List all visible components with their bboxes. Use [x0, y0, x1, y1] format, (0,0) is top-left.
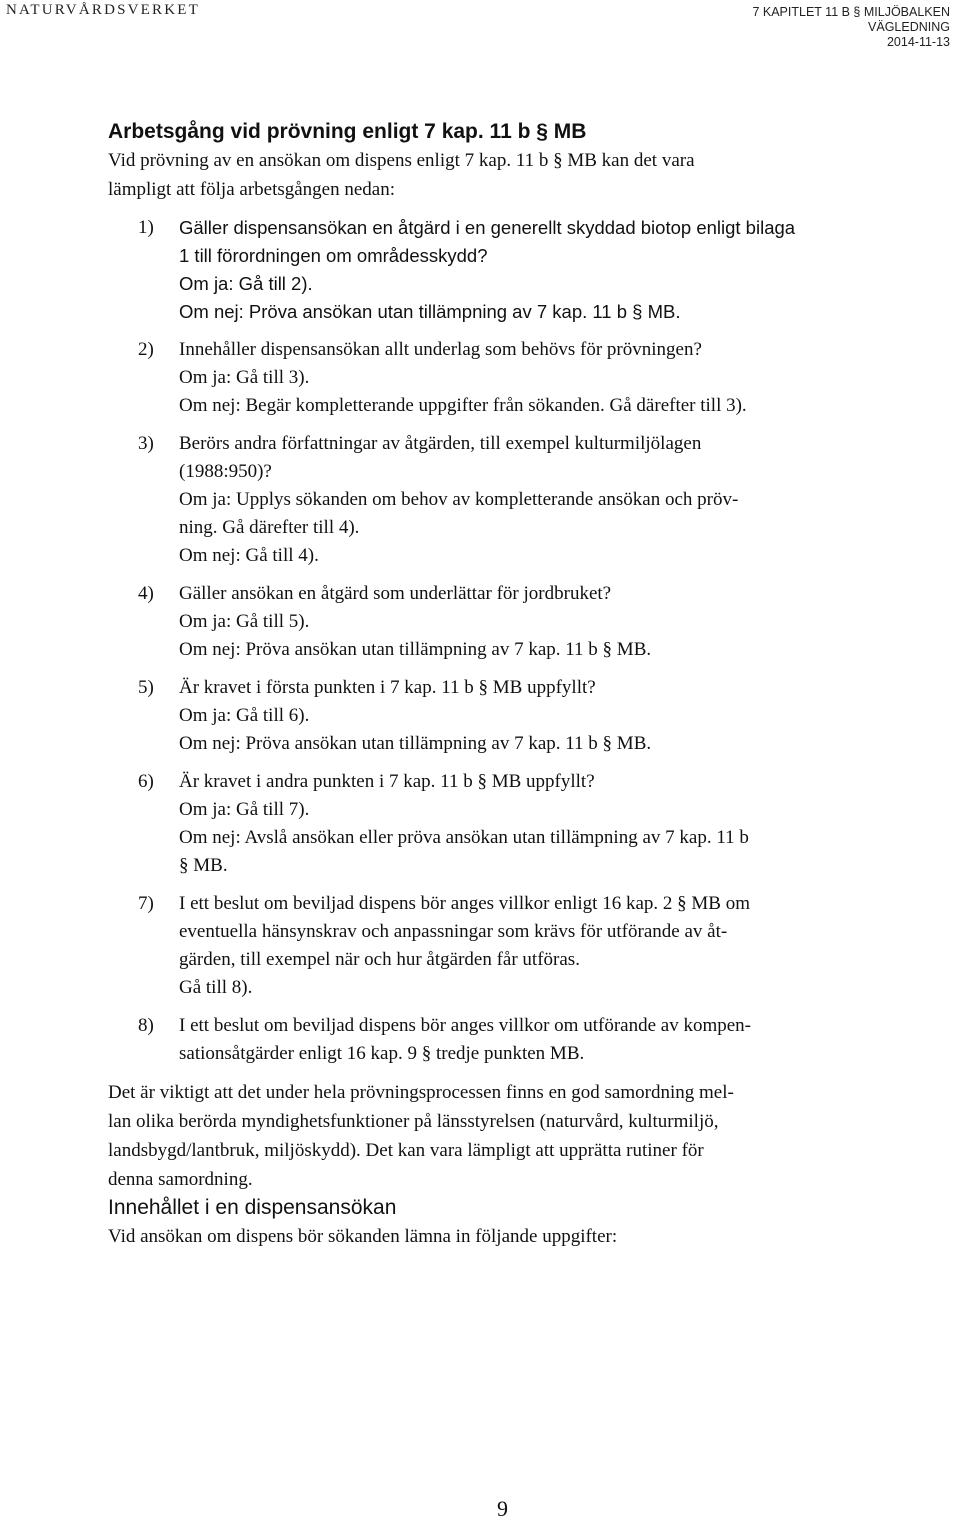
step-item [108, 890, 848, 1002]
intro-line: lämpligt att följa arbetsgången nedan: [108, 179, 396, 200]
step-item [108, 214, 848, 326]
step-line: Om ja: Upplys sökanden om behov av kompletterande ansökan och pröv- [179, 489, 739, 510]
step-number: 7) [138, 893, 154, 914]
step-line: Om nej: Gå till 4). [179, 545, 319, 566]
closing-paragraph [108, 1078, 848, 1194]
step-line: Är kravet i första punkten i 7 kap. 11 b § MB uppfyllt? [179, 677, 596, 698]
step-line: Om ja: Gå till 7). [179, 799, 310, 820]
closing-line: denna samordning. [108, 1169, 253, 1190]
chapter-reference: 7 KAPITLET 11 B § MILJÖBALKEN [752, 5, 950, 19]
step-line: 1 till förordningen om områdesskydd? [179, 245, 488, 266]
procedure-steps [108, 214, 848, 1068]
step-number: 3) [138, 433, 154, 454]
step-item [108, 430, 848, 570]
step-item [108, 580, 848, 664]
step-line: Om nej: Begär kompletterande uppgifter från sökanden. Gå därefter till 3). [179, 395, 747, 416]
step-line: Gäller ansökan en åtgärd som underlättar för jordbruket? [179, 583, 612, 604]
step-number: 5) [138, 677, 154, 698]
step-line: Om ja: Gå till 3). [179, 367, 310, 388]
closing-line: landsbygd/lantbruk, miljöskydd). Det kan vara lämpligt att upprätta rutiner för [108, 1140, 704, 1161]
step-line: Gäller dispensansökan en åtgärd i en generellt skyddad biotop enligt bilaga [179, 217, 796, 238]
step-number: 1) [138, 217, 154, 238]
step-line: (1988:950)? [179, 461, 272, 482]
step-item [108, 336, 848, 420]
step-line: Om nej: Avslå ansökan eller pröva ansökan utan tillämpning av 7 kap. 11 b [179, 827, 749, 848]
step-number: 8) [138, 1015, 154, 1036]
intro-paragraph [108, 146, 848, 204]
step-line: I ett beslut om beviljad dispens bör anges villkor enligt 16 kap. 2 § MB om [179, 893, 750, 914]
intro-line: Vid prövning av en ansökan om dispens enligt 7 kap. 11 b § MB kan det vara [108, 150, 695, 171]
step-line: Om nej: Pröva ansökan utan tillämpning av 7 kap. 11 b § MB. [179, 301, 681, 322]
document-body [108, 118, 848, 1251]
step-line: § MB. [179, 855, 228, 876]
closing-line: Det är viktigt att det under hela prövningsprocessen finns en god samordning mel- [108, 1082, 734, 1103]
step-line: Om ja: Gå till 5). [179, 611, 310, 632]
step-line: Om nej: Pröva ansökan utan tillämpning av 7 kap. 11 b § MB. [179, 639, 652, 660]
step-line: Berörs andra författningar av åtgärden, till exempel kulturmiljölagen [179, 433, 702, 454]
step-number: 4) [138, 583, 154, 604]
step-line: eventuella hänsynskrav och anpassningar som krävs för utförande av åt- [179, 921, 728, 942]
section-heading-procedure: Arbetsgång vid prövning enligt 7 kap. 11 b § MB [108, 120, 587, 143]
document-type: VÄGLEDNING [868, 20, 950, 34]
step-line: I ett beslut om beviljad dispens bör anges villkor om utförande av kompen- [179, 1015, 751, 1036]
step-line: Är kravet i andra punkten i 7 kap. 11 b § MB uppfyllt? [179, 771, 595, 792]
step-item [108, 768, 848, 880]
step-line: Om ja: Gå till 6). [179, 705, 310, 726]
step-line: Om ja: Gå till 2). [179, 273, 313, 294]
step-line: Gå till 8). [179, 977, 253, 998]
step-number: 2) [138, 339, 154, 360]
document-date: 2014-11-13 [886, 35, 950, 49]
document-meta [752, 5, 950, 50]
page-number: 9 [497, 1496, 508, 1521]
step-line: ning. Gå därefter till 4). [179, 517, 360, 538]
organization-name: NATURVÅRDSVERKET [6, 2, 201, 18]
step-number: 6) [138, 771, 154, 792]
step-item [108, 674, 848, 758]
step-line: Om nej: Pröva ansökan utan tillämpning av 7 kap. 11 b § MB. [179, 733, 652, 754]
section-heading-application-content: Innehållet i en dispensansökan [108, 1196, 397, 1219]
section2-intro: Vid ansökan om dispens bör sökanden lämna in följande uppgifter: [108, 1226, 618, 1247]
step-line: gärden, till exempel när och hur åtgärden får utföras. [179, 949, 580, 970]
step-line: sationsåtgärder enligt 16 kap. 9 § tredje punkten MB. [179, 1043, 585, 1064]
closing-line: lan olika berörda myndighetsfunktioner på länsstyrelsen (naturvård, kulturmiljö, [108, 1111, 719, 1132]
step-line: Innehåller dispensansökan allt underlag som behövs för prövningen? [179, 339, 702, 360]
step-item [108, 1012, 848, 1068]
